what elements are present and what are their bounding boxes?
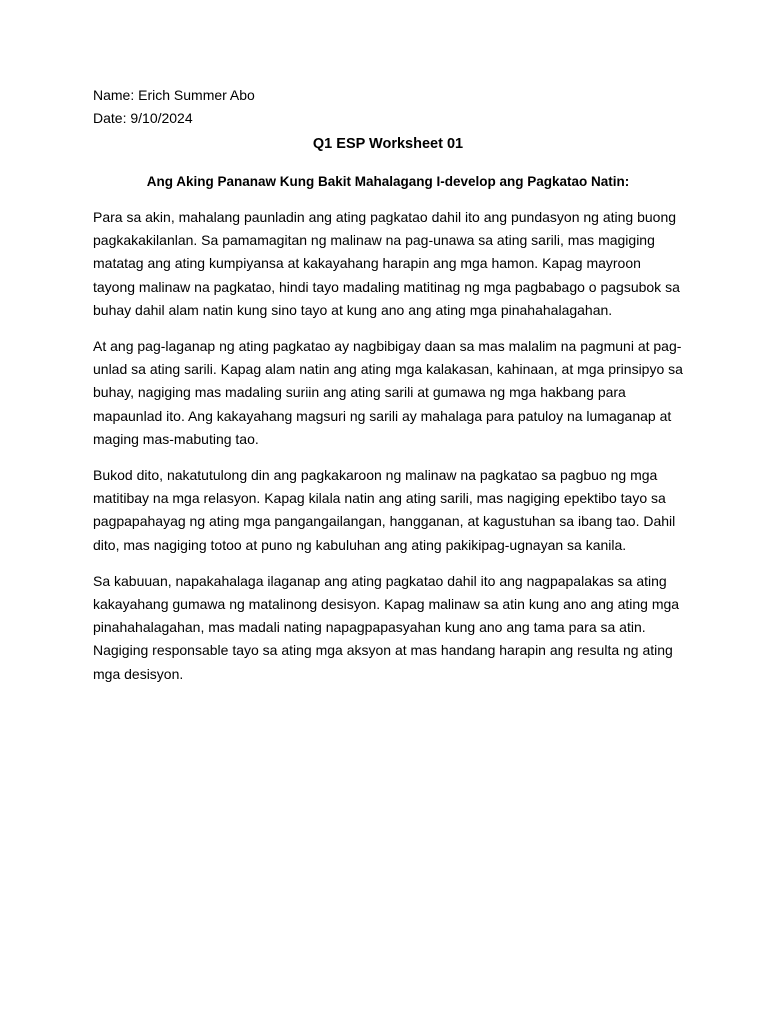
date-line: Date: 9/10/2024	[93, 110, 193, 126]
document-content	[93, 84, 683, 686]
name-line: Name: Erich Summer Abo	[93, 87, 255, 103]
paragraph-4: Sa kabuuan, napakahalaga ilaganap ang ating pagkatao dahil ito ang nagpapalakas sa ating kakayahang gumawa ng matalinong desisyon. Kapag malinaw sa atin kung ano ang ating mga pinahahalagahan, mas madali nating napagpapasyahan kung ano ang tama para sa atin. Nagiging responsable tayo sa ating mga aksyon at mas handang harapin ang resulta ng ating mga desisyon.	[93, 572, 680, 682]
worksheet-title: Q1 ESP Worksheet 01	[312, 136, 464, 152]
paragraph-1: Para sa akin, mahalang paunladin ang ating pagkatao dahil ito ang pundasyon ng ating buong pagkakakilanlan. Sa pamamagitan ng malinaw na pag-unawa sa ating sarili, mas magiging matatag ang ating kumpiyansa at kakayahang harapin ang mga hamon. Kapag mayroon tayong malinaw na pagkatao, hindi tayo madaling matitinag ng mga pagbabago o pagsubok sa buhay dahil alam natin kung sino tayo at kung ano ang ating mga pinahahalagahan.	[93, 209, 680, 318]
paragraph-3: Bukod dito, nakatutulong din ang pagkakaroon ng malinaw na pagkatao sa pagbuo ng mga matitibay na mga relasyon. Kapag kilala natin ang ating sarili, mas nagiging epektibo tayo sa pagpapahayag ng ating mga pangangailangan, hangganan, at kagustuhan sa ibang tao. Dahil dito, mas nagiging totoo at puno ng kabuluhan ang ating pakikipag-ugnayan sa kanila.	[93, 467, 676, 553]
paragraph-2: At ang pag-laganap ng ating pagkatao ay nagbibigay daan sa mas malalim na pagmuni at pag-unlad sa ating sarili. Kapag alam natin ang ating mga kalakasan, kahinaan, at mga prinsipyo sa buhay, nagiging mas madaling suriin ang ating sarili at gumawa ng mga hakbang para mapaunlad ito. Ang kakayahang magsuri ng sarili ay mahalaga para patuloy na lumaganap at maging mas-mabuting tao.	[93, 338, 683, 447]
essay-subtitle: Ang Aking Pananaw Kung Bakit Mahalagang I-develop ang Pagkatao Natin:	[146, 174, 630, 189]
